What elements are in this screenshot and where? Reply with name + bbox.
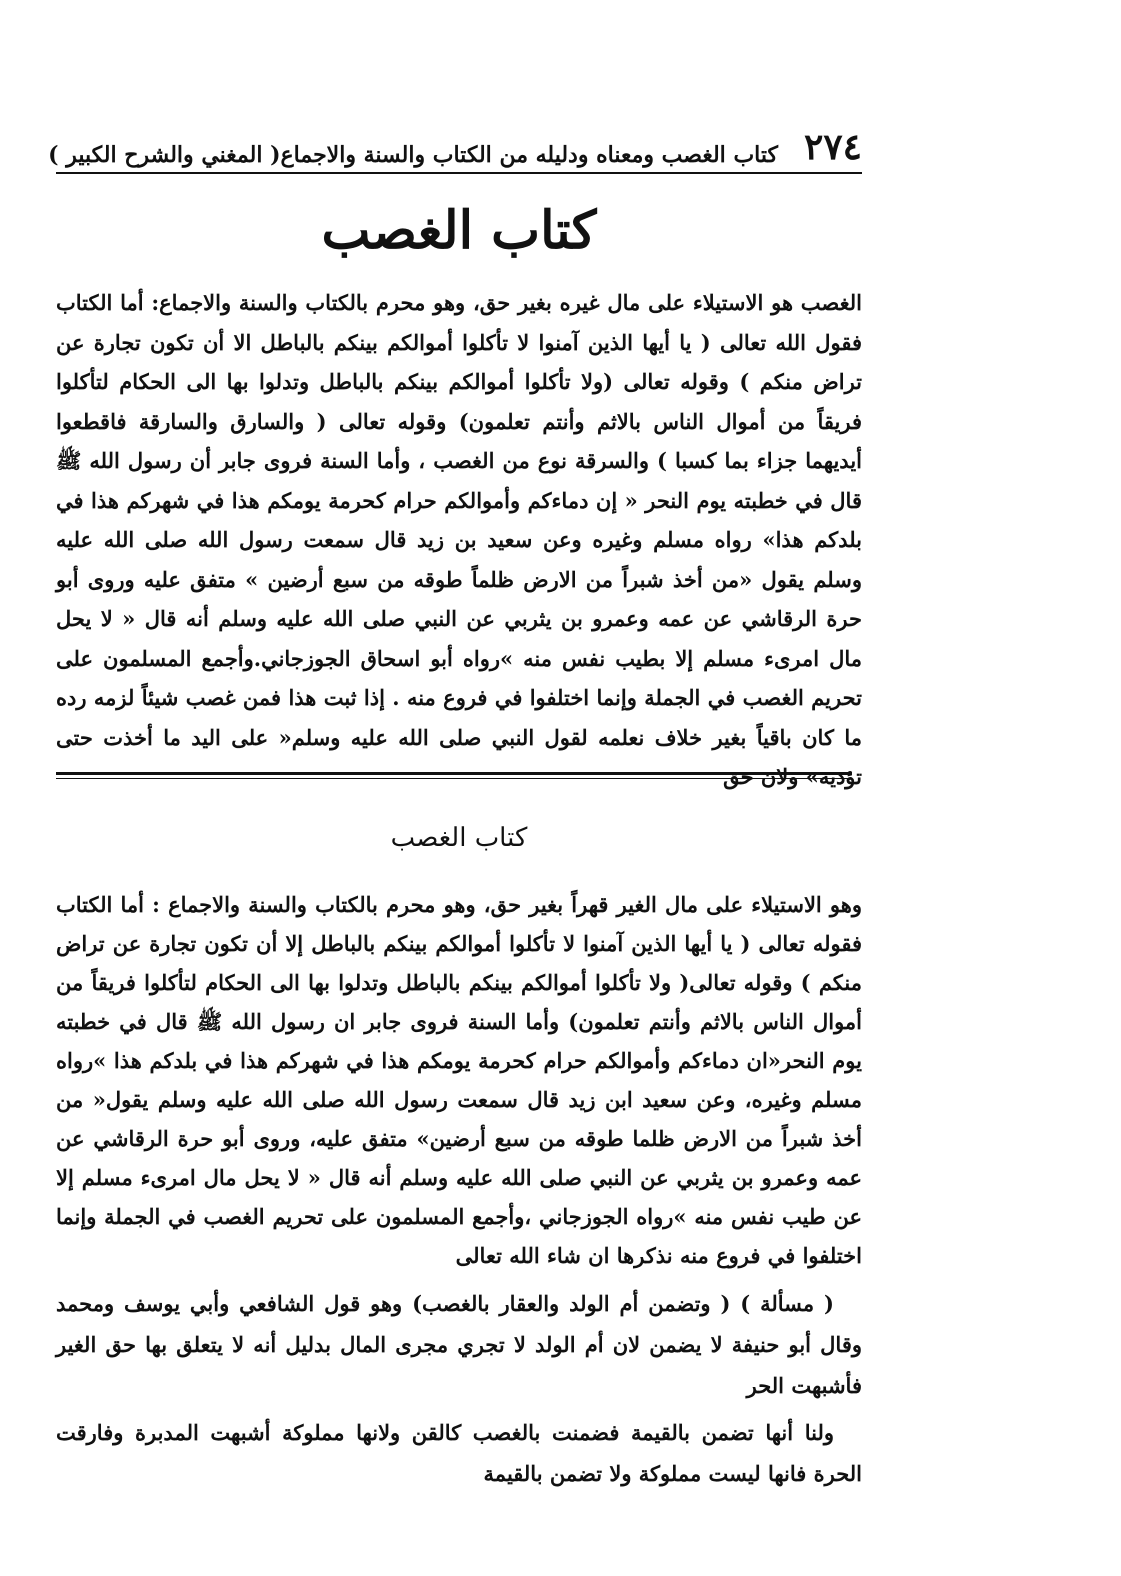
mughni-text-block	[56, 283, 862, 797]
header-section-title: كتاب الغصب ومعناه ودليله من الكتاب والسنة والاجماع	[280, 142, 778, 168]
masala-paragraph: ( مسألة ) ( وتضمن أم الولد والعقار بالغصب) وهو قول الشافعي وأبي يوسف ومحمد وقال أبو حنيفة لا يضمن لان أم الولد لا تجري مجرى المال بدليل أنه لا يتعلق بها حق الغير فأشبهت الحر	[56, 1291, 862, 1398]
mughni-paragraph: الغصب هو الاستيلاء على مال غيره بغير حق، وهو محرم بالكتاب والسنة والاجماع: أما الكتاب فقول الله تعالى ( يا أيها الذين آمنوا لا تأكلوا أموالكم بينكم بالباطل الا أن تكون تجارة عن تراض منكم ) وقوله تعالى (ولا تأكلوا أموالكم بينكم بالباطل وتدلوا بها الى الحكام لتأكلوا فريقاً من أموال الناس بالاثم وأنتم تعلمون) وقوله تعالى ( والسارق والسارقة فاقطعوا أيديهما جزاء بما كسبا ) والسرقة نوع من الغصب ، وأما السنة فروى جابر أن رسول الله ﷺ قال في خطبته يوم النحر « إن دماءكم وأموالكم حرام كحرمة يومكم هذا في شهركم هذا في بلدكم هذا» رواه مسلم وغيره وعن سعيد بن زيد قال سمعت رسول الله صلى الله عليه وسلم يقول «من أخذ شبراً من الارض ظلماً طوقه من سبع أرضين » متفق عليه وروى أبو حرة الرقاشي عن عمه وعمرو بن يثربي عن النبي صلى الله عليه وسلم أنه قال « لا يحل مال امرىء مسلم إلا بطيب نفس منه »رواه أبو اسحاق الجوزجاني.وأجمع المسلمون على تحريم الغصب في الجملة وإنما اختلفوا في فروع منه . إذا ثبت هذا فمن غصب شيئاً لزمه رده ما كان باقياً بغير خلاف نعلمه لقول النبي صلى الله عليه وسلم« على اليد ما أخذت حتى تؤديه» ولان حق	[56, 290, 862, 789]
running-header	[48, 124, 862, 168]
section-divider	[56, 772, 852, 779]
masala-text-block	[56, 1283, 862, 1494]
sharh-text-block	[56, 885, 862, 1275]
header-book-title: ( المغني والشرح الكبير )	[48, 142, 281, 168]
sharh-chapter-title: كتاب الغصب	[390, 823, 528, 853]
masala-response-paragraph: ولنا أنها تضمن بالقيمة فضمنت بالغصب كالقن ولانها مملوكة أشبهت المدبرة وفارقت الحرة فانها ليست مملوكة ولا تضمن بالقيمة	[56, 1420, 862, 1486]
header-rule	[56, 172, 862, 174]
page-number: ٢٧٤	[803, 126, 862, 168]
sharh-paragraph: وهو الاستيلاء على مال الغير قهراً بغير حق، وهو محرم بالكتاب والسنة والاجماع : أما الكتاب فقوله تعالى ( يا أيها الذين آمنوا لا تأكلوا أموالكم بينكم بالباطل إلا أن تكون تجارة عن تراض منكم ) وقوله تعالى( ولا تأكلوا أموالكم بينكم بالباطل وتدلوا بها الى الحكام لتأكلوا فريقاً من أموال الناس بالاثم وأنتم تعلمون) وأما السنة فروى جابر ان رسول الله ﷺ قال في خطبته يوم النحر«ان دماءكم وأموالكم حرام كحرمة يومكم هذا في شهركم هذا في بلدكم هذا »رواه مسلم وغيره، وعن سعيد ابن زيد قال سمعت رسول الله صلى الله عليه وسلم يقول« من أخذ شبراً من الارض ظلما طوقه من سبع أرضين» متفق عليه، وروى أبو حرة الرقاشي عن عمه وعمرو بن يثربي عن النبي صلى الله عليه وسلم أنه قال « لا يحل مال امرىء مسلم إلا عن طيب نفس منه »رواه الجوزجاني ،وأجمع المسلمون على تحريم الغصب في الجملة وإنما اختلفوا في فروع منه نذكرها ان شاء الله تعالى	[56, 892, 863, 1268]
mughni-chapter-title: كتاب الغصب	[321, 200, 597, 261]
